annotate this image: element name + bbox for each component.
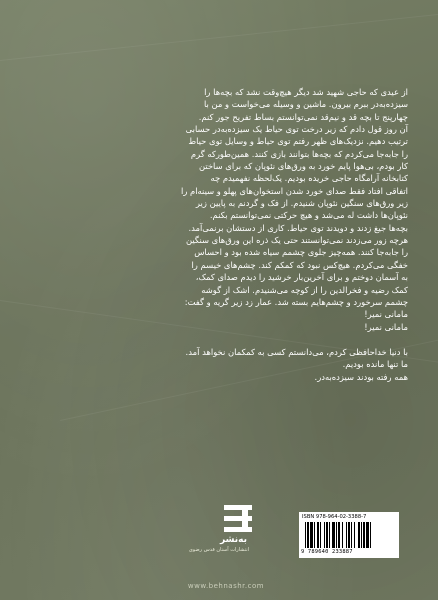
publisher-subtitle: انتشارات آستان قدس رضوی: [188, 547, 249, 553]
story-paragraph-1: [36, 86, 408, 333]
text-line: از عیدی که حاجی شهید شد دیگر هیچ‌وقت نشد که بچه‌ها را: [204, 87, 408, 97]
back-cover-text: [36, 86, 408, 383]
text-line: به آسمان دوختم و برای آخرین‌بار خرشید را دیدم صدای کمک،: [195, 272, 408, 283]
text-line: هرچه زور می‌زدند نمی‌توانستند حتی یک ذره این ورق‌های سنگین: [185, 235, 408, 246]
publisher-website: www.behnashr.com: [187, 582, 265, 590]
text-line: چهارپنج تا بچه قد و نیم‌قد نمی‌توانستم بساط تفریح جور کنم.: [198, 111, 408, 122]
publisher-name: به‌نشر: [220, 535, 247, 545]
isbn-number: ISBN 978-964-02-3388-7: [302, 514, 367, 520]
story-paragraph-2: [36, 346, 408, 383]
text-line: زیر ورق‌های سنگین نئوپان شنیدم. از فک و گردنم به پایین زیر: [195, 198, 408, 209]
isbn-barcode-label: [299, 512, 399, 558]
publisher-logo-icon: [222, 505, 254, 533]
text-line: چشمم سرخورد و چشم‌هایم بسته شد. عمار زد زیر گریه و گفت:: [184, 296, 408, 307]
text-line: آن روز قول دادم که زیر درخت توی حیاط یک سیزده‌به‌در حسابی: [185, 124, 408, 135]
text-line: مامانی نمیر!: [364, 321, 408, 332]
text-line: اتفاقی افتاد فقط صدای خورد شدن استخوان‌های پهلو و سینه‌ام را: [181, 185, 408, 196]
text-line: بچه‌ها جیغ زدند و دویدند توی حیاط. کاری از دستشان برنمی‌آمد.: [188, 222, 408, 233]
cover-crease: [0, 11, 438, 61]
text-line: را جابه‌جا می‌کردم که بچه‌ها بتوانند بازی کنند. همین‌طورکه گرم: [190, 148, 408, 159]
text-line: نئوپان‌ها داشت له می‌شد و هیچ حرکتی نمی‌توانستم بکنم.: [209, 210, 408, 221]
text-line: کمک رضیه و فخرالدین را از کوچه می‌شنیدم. اشک از گوشه: [201, 284, 408, 295]
text-line: با دنیا خداحافظی کردم، می‌دانستم کسی به کمکمان نخواهد آمد.: [185, 346, 408, 357]
barcode-icon: [305, 522, 393, 548]
text-line: کار بودم، بی‌هوا پایم خورد به ورق‌های نئوپان که برای ساختن: [198, 161, 408, 172]
text-line: ما تنها مانده بودیم.: [342, 359, 408, 370]
text-line: را جابه‌جا کنند. همه‌چیز جلوی چشمم سیاه شده بود و احساس: [194, 247, 408, 258]
text-line: سیزده‌به‌در ببرم بیرون. ماشین و وسیله می‌خواست و من با: [203, 99, 408, 110]
text-line: مامانی نمیر!: [364, 309, 408, 320]
text-line: همه رفته بودند سیزده‌به‌در.: [314, 371, 408, 382]
text-line: کتابخانه آرامگاه حاجی خریده بودیم. یک‌لحظه نفهمیدم چه: [210, 173, 408, 184]
publisher-block: [187, 505, 263, 555]
text-line: ترتیب دهیم. نزدیک‌های ظهر رفتم توی حیاط و وسایل توی حیاط: [188, 136, 408, 147]
isbn-digits: 9 789640 233887: [301, 549, 353, 555]
text-line: خفگی می‌کردم. هیچ‌کس نبود که کمکم کند. چشم‌های خیسم را: [191, 259, 408, 270]
